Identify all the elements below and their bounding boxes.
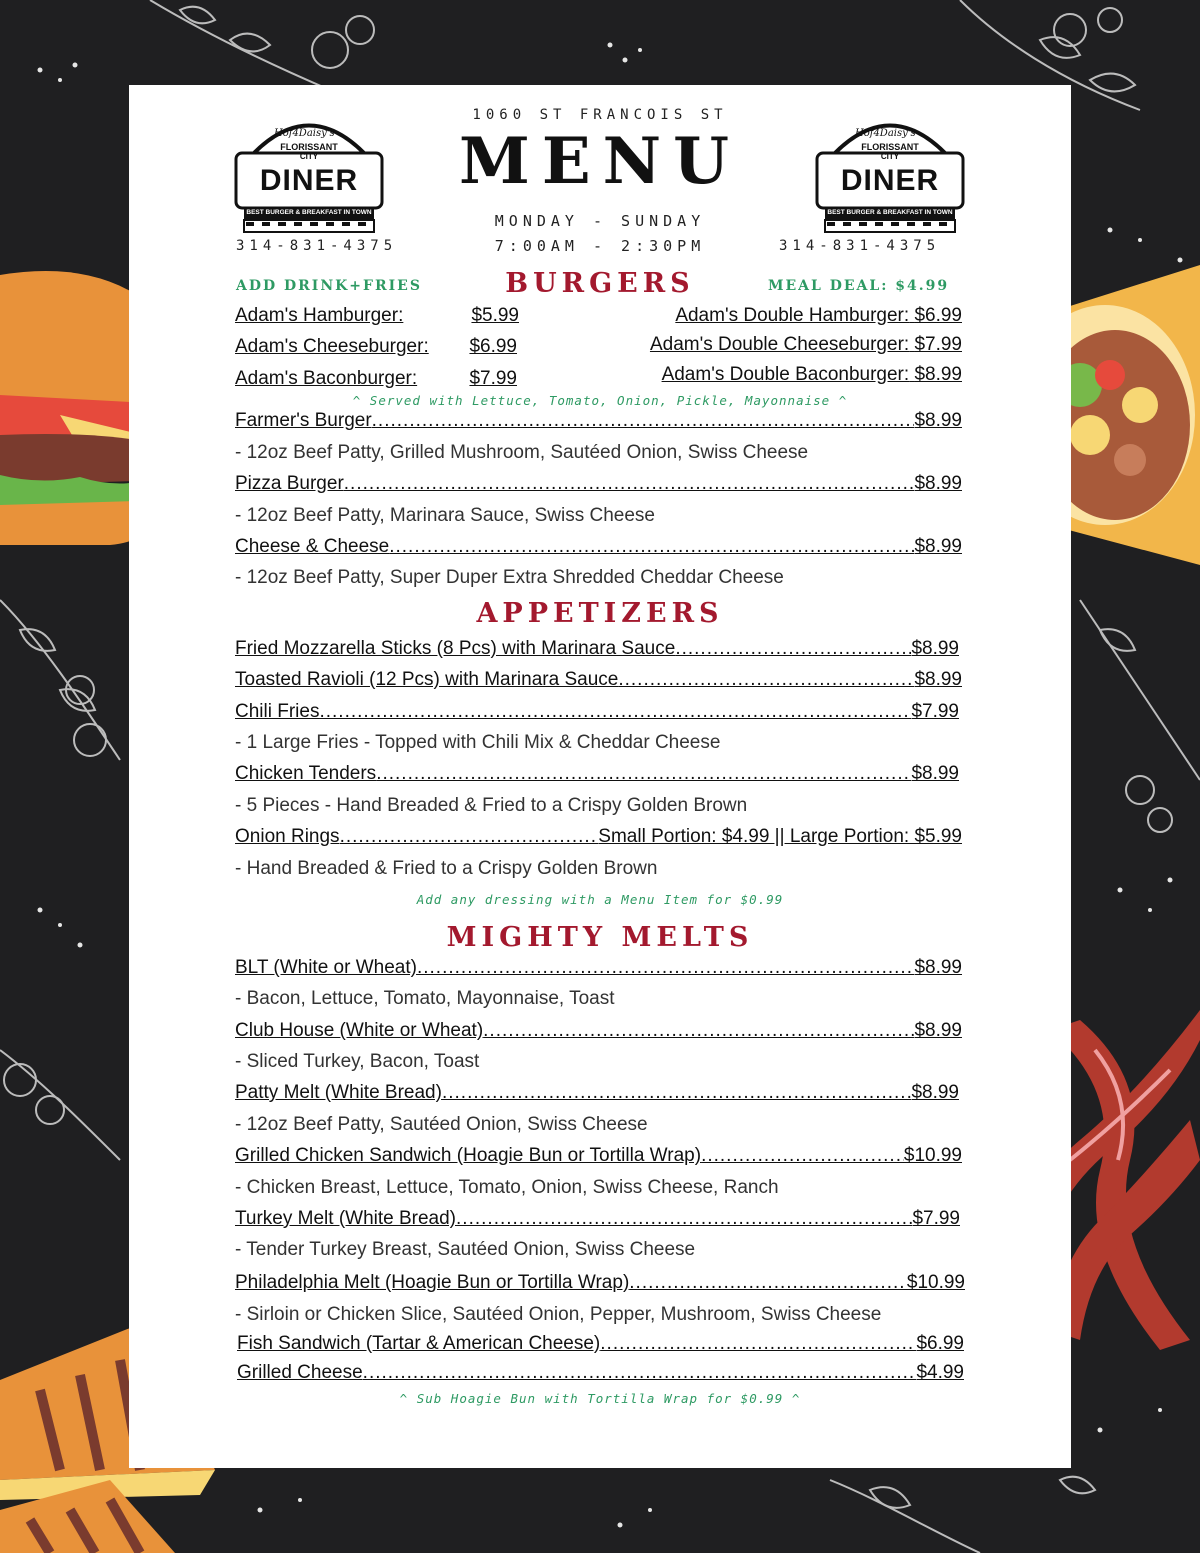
item-name: Fish Sandwich (Tartar & American Cheese) <box>237 1333 601 1354</box>
address: 1060 ST FRANCOIS ST <box>472 107 728 123</box>
item-price: $7.99 <box>469 368 517 389</box>
item-price: $6.99 <box>914 305 962 326</box>
item-name: Adam's Cheeseburger: <box>235 336 429 357</box>
item-price: $6.99 <box>916 1333 964 1354</box>
item-name: Patty Melt (White Bread) <box>235 1082 442 1103</box>
logo-word: DINER <box>259 164 359 197</box>
item-price: $8.99 <box>914 669 962 690</box>
menu-item <box>235 638 959 660</box>
item-price: $4.99 <box>916 1362 964 1383</box>
page-title: MENU <box>459 124 741 199</box>
leader-dots <box>483 1020 914 1042</box>
dressing-note: Add any dressing with a Menu Item for $0.99 <box>416 892 784 907</box>
item-description: - Bacon, Lettuce, Tomato, Mayonnaise, Toast <box>235 988 615 1009</box>
item-description: - 12oz Beef Patty, Grilled Mushroom, Sautéed Onion, Swiss Cheese <box>235 442 809 463</box>
menu-item <box>675 305 962 327</box>
phone-right: 314-831-4375 <box>779 238 941 254</box>
leader-dots <box>600 1333 916 1355</box>
item-name: Adam's Double Baconburger: <box>661 364 910 385</box>
leader-dots <box>340 826 599 848</box>
menu-item <box>662 364 962 386</box>
item-name: Adam's Baconburger: <box>235 368 418 389</box>
item-price: $8.99 <box>911 638 959 659</box>
menu-item <box>235 669 962 691</box>
item-price: $8.99 <box>911 763 959 784</box>
item-name: Chili Fries <box>235 701 320 722</box>
item-price: $8.99 <box>914 957 962 978</box>
leader-dots <box>456 1208 912 1230</box>
item-price: $5.99 <box>471 305 519 326</box>
item-name: Onion Rings <box>235 826 340 847</box>
item-price: $8.99 <box>911 1082 959 1103</box>
item-description: - 12oz Beef Patty, Marinara Sauce, Swiss Cheese <box>235 505 655 526</box>
item-description: - Chicken Breast, Lettuce, Tomato, Onion, Swiss Cheese, Ranch <box>235 1177 779 1198</box>
menu-item <box>235 536 962 558</box>
menu-item <box>235 336 517 358</box>
item-name: Adam's Double Hamburger: <box>675 305 910 326</box>
item-name: Pizza Burger <box>235 473 344 494</box>
item-price: $7.99 <box>912 1208 960 1229</box>
item-description: - 5 Pieces - Hand Breaded & Fried to a Crispy Golden Brown <box>235 795 748 816</box>
leader-dots <box>442 1082 912 1104</box>
hoagie-note: ^ Sub Hoagie Bun with Tortilla Wrap for $0.99 ^ <box>399 1391 801 1406</box>
item-description: - 1 Large Fries - Topped with Chili Mix & Cheddar Cheese <box>235 732 721 753</box>
item-price: $8.99 <box>914 410 962 431</box>
item-description: - 12oz Beef Patty, Super Duper Extra Shredded Cheddar Cheese <box>235 567 784 588</box>
menu-item <box>235 701 959 723</box>
menu-item <box>235 1145 962 1167</box>
menu-item <box>235 1208 960 1230</box>
item-name: Farmer's Burger <box>235 410 372 431</box>
logo-banner: BEST BURGER & BREAKFAST IN TOWN <box>246 209 372 216</box>
item-price: $8.99 <box>914 1020 962 1041</box>
menu-item <box>235 368 517 390</box>
item-price: Small Portion: $4.99 || Large Portion: $5.99 <box>598 826 962 847</box>
item-name: Grilled Cheese <box>237 1362 363 1383</box>
item-price: $10.99 <box>906 1272 965 1293</box>
leader-dots <box>372 410 915 432</box>
menu-item <box>237 1362 964 1384</box>
menu-item <box>235 957 962 979</box>
leader-dots <box>344 473 915 495</box>
item-name: Cheese & Cheese <box>235 536 390 557</box>
open-hours: 7:00AM - 2:30PM <box>494 237 706 255</box>
item-description: - 12oz Beef Patty, Sautéed Onion, Swiss Cheese <box>235 1114 648 1135</box>
appetizers-title: APPETIZERS <box>476 598 724 629</box>
menu-item <box>650 334 962 356</box>
menu-item <box>235 1272 965 1294</box>
item-name: Turkey Melt (White Bread) <box>235 1208 457 1229</box>
item-name: Grilled Chicken Sandwich (Hoagie Bun or Tortilla Wrap) <box>235 1145 702 1166</box>
menu-item <box>235 473 962 495</box>
item-name: Toasted Ravioli (12 Pcs) with Marinara Sauce <box>235 669 619 690</box>
menu-item <box>235 1082 959 1104</box>
meal-deal-tag: MEAL DEAL: $4.99 <box>768 278 950 294</box>
served-note: ^ Served with Lettuce, Tomato, Onion, Pickle, Mayonnaise ^ <box>352 393 848 408</box>
logo-word: DINER <box>840 164 940 197</box>
leader-dots <box>629 1272 907 1294</box>
logo-script: Hof4Daisy's <box>274 128 335 139</box>
leader-dots <box>701 1145 904 1167</box>
phone-left: 314-831-4375 <box>236 238 398 254</box>
item-description: - Hand Breaded & Fried to a Crispy Golden Brown <box>235 858 658 879</box>
logo-script: Hof4Daisy's <box>855 128 916 139</box>
item-name: Adam's Double Cheeseburger: <box>649 334 910 355</box>
item-price: $8.99 <box>914 473 962 494</box>
item-price: $8.99 <box>914 364 962 385</box>
logo-line2: CITY <box>299 152 319 161</box>
item-price: $7.99 <box>911 701 959 722</box>
leader-dots <box>675 638 911 660</box>
melts-title: MIGHTY MELTS <box>446 922 754 953</box>
item-name: BLT (White or Wheat) <box>235 957 417 978</box>
logo-line1: FLORISSANT <box>861 142 919 152</box>
leader-dots <box>319 701 911 723</box>
item-price: $8.99 <box>914 536 962 557</box>
menu-item <box>235 410 962 432</box>
open-days: MONDAY - SUNDAY <box>494 212 706 230</box>
item-description: - Sliced Turkey, Bacon, Toast <box>235 1051 480 1072</box>
logo-banner: BEST BURGER & BREAKFAST IN TOWN <box>827 209 953 216</box>
menu-item <box>235 763 959 785</box>
leader-dots <box>417 957 914 979</box>
item-name: Adam's Hamburger: <box>235 305 404 326</box>
item-price: $10.99 <box>903 1145 962 1166</box>
item-name: Club House (White or Wheat) <box>235 1020 484 1041</box>
item-name: Fried Mozzarella Sticks (8 Pcs) with Marinara Sauce <box>235 638 676 659</box>
add-drink-fries-tag: ADD DRINK+FRIES <box>236 278 422 294</box>
leader-dots <box>389 536 914 558</box>
item-price: $6.99 <box>469 336 517 357</box>
logo-line2: CITY <box>880 152 900 161</box>
leader-dots <box>376 763 911 785</box>
burgers-title: BURGERS <box>505 268 695 299</box>
item-description: - Tender Turkey Breast, Sautéed Onion, Swiss Cheese <box>235 1239 696 1260</box>
leader-dots <box>618 669 914 691</box>
menu-item <box>235 305 519 327</box>
item-price: $7.99 <box>914 334 962 355</box>
item-name: Chicken Tenders <box>235 763 377 784</box>
logo-line1: FLORISSANT <box>280 142 338 152</box>
item-description: - Sirloin or Chicken Slice, Sautéed Onion, Pepper, Mushroom, Swiss Cheese <box>235 1304 882 1325</box>
menu-item <box>235 1020 962 1042</box>
leader-dots <box>363 1362 917 1384</box>
menu-item <box>235 826 962 848</box>
item-name: Philadelphia Melt (Hoagie Bun or Tortilla Wrap) <box>235 1272 630 1293</box>
menu-item <box>237 1333 964 1355</box>
